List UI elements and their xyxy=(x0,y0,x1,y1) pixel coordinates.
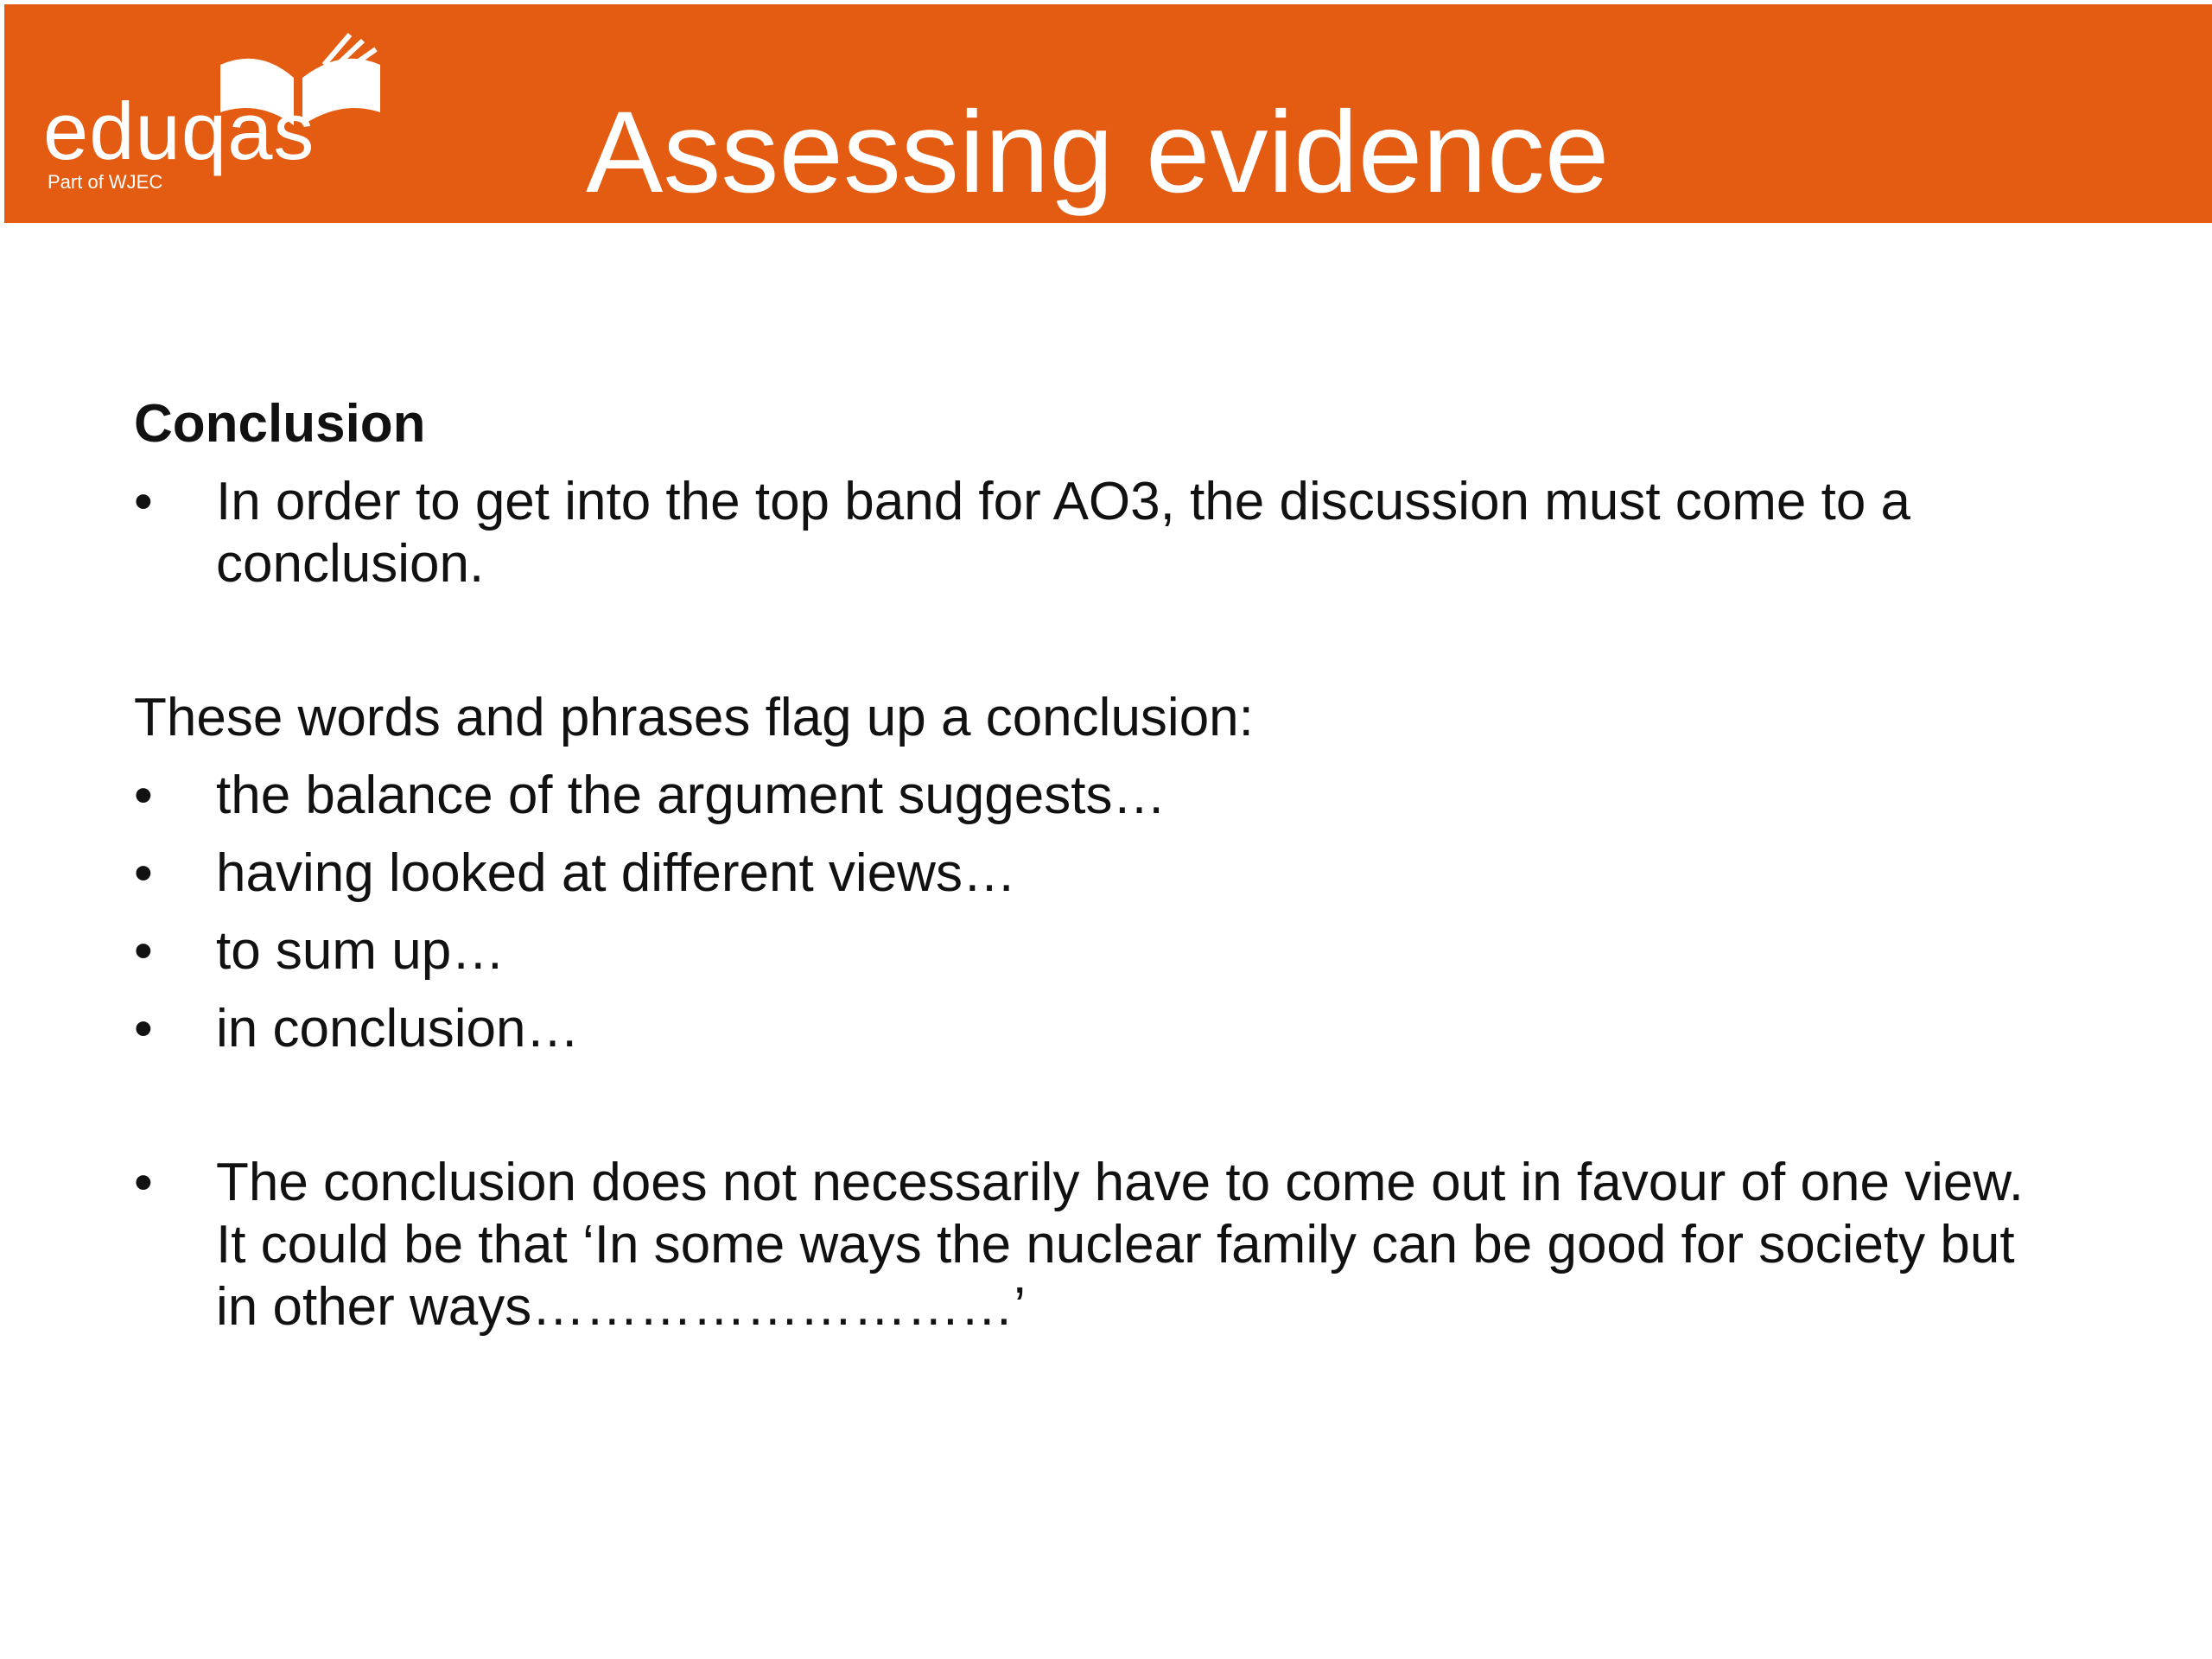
bullet-text: The conclusion does not necessarily have to come out in favour of one view. It could be that ‘In some ways the nuclear family can be good for society but in other ways………………………’ xyxy=(216,1153,2024,1337)
logo-subtitle: Part of WJEC xyxy=(48,171,163,193)
bullet-icon: • xyxy=(134,472,153,531)
section-heading: Conclusion xyxy=(134,394,426,454)
header-bar xyxy=(4,4,2212,223)
eduqas-logo xyxy=(39,30,367,203)
phrase-text: to sum up… xyxy=(216,921,505,981)
phrase-text: having looked at different views… xyxy=(216,843,1016,903)
phrase-text: the balance of the argument suggests… xyxy=(216,766,1166,825)
bullet-icon: • xyxy=(134,766,153,825)
bullet-icon: • xyxy=(134,921,153,981)
slide-title: Assessing evidence xyxy=(586,88,1610,217)
bullet-icon: • xyxy=(134,1153,153,1212)
bullet-icon: • xyxy=(134,999,153,1058)
logo-wordmark: eduqas xyxy=(43,86,315,176)
phrase-text: in conclusion… xyxy=(216,999,580,1058)
phrases-intro: These words and phrases flag up a conclusion: xyxy=(134,688,1254,747)
bullet-text: In order to get into the top band for AO3, the discussion must come to a conclusion. xyxy=(216,472,1911,594)
bullet-icon: • xyxy=(134,843,153,903)
